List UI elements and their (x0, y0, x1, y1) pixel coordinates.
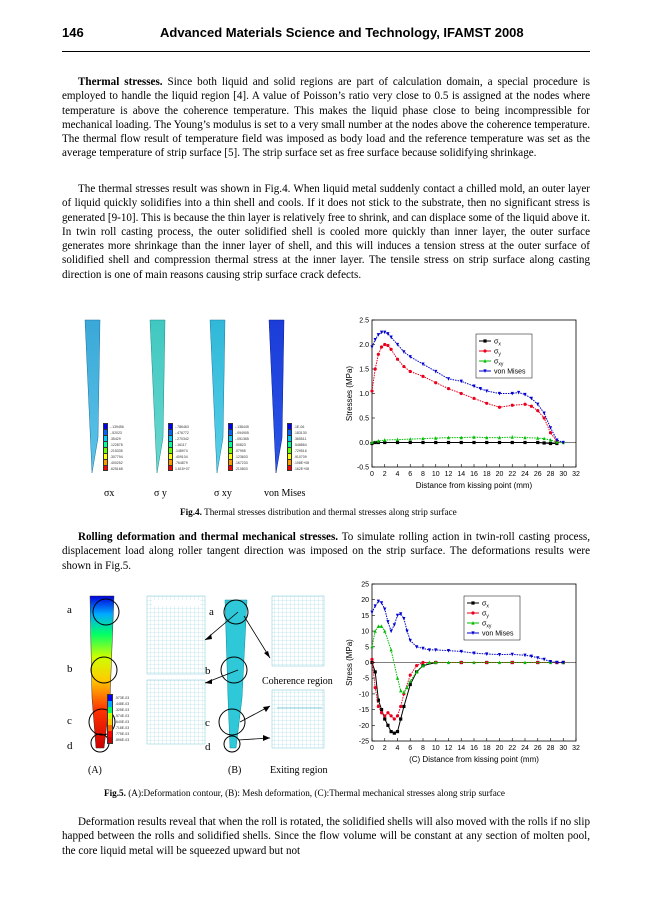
point-label-a-mesh: a (209, 606, 214, 618)
panel-b-label: (B) (228, 765, 242, 776)
fig5-chart-data-point (370, 611, 373, 615)
svg-text:-.476772: -.476772 (175, 431, 189, 435)
svg-text:.625168: .625168 (110, 467, 123, 471)
fig4-chart-data-point (396, 438, 399, 442)
svg-text:.365511: .365511 (294, 437, 307, 441)
fig4-chart-x-tick-label: 30 (559, 471, 568, 478)
fig4-chart-x-tick-label: 20 (495, 471, 504, 478)
fig5-chart-data-point (421, 647, 424, 651)
fig4-chart-y-tick-label: 2.0 (359, 342, 369, 349)
fig5-chart-y-tick-label: -15 (358, 707, 369, 715)
label-sigma-xy: σ xy (214, 488, 232, 499)
fig4-chart-data-point (434, 441, 437, 444)
svg-text:-.16117: -.16117 (175, 443, 187, 447)
fig4-chart-series-line (372, 332, 563, 442)
fig4-stress-chart (340, 316, 590, 496)
svg-text:-.094905: -.094905 (235, 431, 249, 435)
fig4-caption-label: Fig.4. (180, 507, 202, 517)
svg-text:.409104: .409104 (175, 455, 188, 459)
point-label-a: a (67, 604, 72, 616)
svg-text:.573E-03: .573E-03 (115, 696, 130, 700)
fig4-chart-data-point (447, 377, 450, 381)
journal-title: Advanced Materials Science and Technology, IFAMST 2008 (160, 25, 524, 40)
svg-text:-.139456: -.139456 (110, 425, 124, 429)
fig5-chart-data-point (393, 717, 396, 720)
fig5-chart-data-point (390, 714, 393, 717)
svg-text:-.270342: -.270342 (175, 437, 189, 441)
svg-text:.215335: .215335 (110, 449, 123, 453)
fig5-chart-data-point (386, 620, 389, 624)
svg-text:.896E-03: .896E-03 (115, 738, 130, 742)
fig4-chart-x-tick-label: 14 (457, 471, 466, 478)
fig4-chart-data-point (402, 365, 405, 368)
svg-text:.548864: .548864 (294, 443, 307, 447)
svg-text:.325E-03: .325E-03 (115, 708, 130, 712)
svg-text:.448E-03: .448E-03 (115, 702, 130, 706)
fig4-chart-plot-frame (372, 320, 576, 467)
fig5-chart-legend-entry: von Mises (482, 630, 514, 638)
fig4-chart-y-tick-label: -0.5 (356, 464, 369, 472)
fig5-chart-data-point (393, 732, 396, 735)
paragraph-thermal-results (62, 182, 590, 282)
fig4-chart-series-line (372, 443, 557, 444)
fig4-chart-data-point (517, 391, 520, 395)
fig4-chart-x-tick-label: 0 (370, 471, 374, 478)
point-label-d: d (67, 740, 73, 752)
fig5-chart-legend-entry: $\sigma_x$ (482, 600, 489, 610)
fig5-chart-data-point (390, 730, 393, 733)
fig4-chart-data-point (447, 441, 450, 444)
fig4-chart-data-point (549, 442, 552, 445)
fig5-chart-data-point (511, 653, 514, 657)
fig5-chart-data-point (383, 608, 386, 612)
fig5-chart-x-tick-label: 4 (395, 745, 400, 752)
fig5-chart-data-point (396, 714, 399, 717)
fig4-chart-series-3 (370, 331, 564, 445)
fig4-chart-data-point (472, 397, 475, 400)
label-sigma-x: σx (104, 488, 115, 499)
svg-text:.148974: .148974 (175, 449, 188, 453)
panel-b-mesh-zoom (272, 596, 324, 748)
paragraph-thermal-stresses (62, 75, 590, 161)
fig5-chart-data-point (374, 670, 377, 673)
fig4-chart-y-tick-label: 0.5 (359, 415, 369, 423)
paragraph-deformation-results (62, 815, 590, 858)
fig4-chart-data-point (409, 441, 412, 444)
label-von-mises: von Mises (264, 488, 306, 499)
fig4-chart-data-point (523, 441, 526, 444)
fig5-chart-data-point (399, 689, 402, 693)
fig5-chart-data-point (402, 705, 405, 708)
fig5-stress-chart (340, 578, 590, 778)
fig4-chart-data-point (536, 409, 539, 412)
fig5-chart-x-tick-label: 24 (521, 745, 529, 752)
paragraph-text: To simulate rolling action in twin-roll casting process, displacement load along roller tangent direction was imposed on the strip surface. The deformations results were shown in Fig.5. (62, 531, 590, 572)
svg-text:.108E+08: .108E+08 (294, 461, 310, 465)
fig5-chart-y-tick-label: -10 (358, 691, 369, 699)
fig4-chart-data-point (421, 375, 424, 378)
fig4-chart-legend-entry: von Mises (494, 368, 526, 376)
fig4-contour-plots (75, 318, 345, 488)
fig5-chart-data-point (393, 623, 396, 627)
fig4-chart-data-point (383, 438, 386, 442)
fig5-chart-data-point (383, 717, 386, 720)
contour-sigma-y (150, 320, 190, 473)
label-sigma-y: σ y (154, 488, 167, 499)
fig5-chart-data-point (396, 614, 399, 618)
running-header (62, 25, 590, 52)
fig4-chart-y-tick-label: 2.5 (359, 317, 369, 325)
section-title-rolling: Rolling deformation and thermal mechanical stresses. (78, 531, 339, 543)
svg-text:.210803: .210803 (235, 467, 248, 471)
fig5-chart-data-point (409, 673, 412, 676)
fig5-chart-data-point (523, 654, 526, 658)
fig5-chart-legend-sub: x (486, 603, 489, 610)
svg-text:.162E+08: .162E+08 (294, 467, 310, 471)
fig4-chart-data-point (396, 441, 399, 444)
fig4-chart-x-tick-label: 24 (521, 471, 529, 478)
panel-a-label: (A) (88, 765, 102, 776)
fig4-chart-legend-entry: $\sigma_y$ (494, 348, 501, 358)
fig5-chart-legend-sub: xy (486, 623, 492, 630)
svg-text:.123603: .123603 (235, 455, 248, 459)
fig4-chart-legend-sub: xy (498, 361, 504, 368)
paragraph-rolling-deformation (62, 530, 590, 573)
fig4-chart-data-point (485, 441, 488, 444)
fig4-chart-data-point (523, 403, 526, 406)
fig4-chart-x-tick-label: 10 (431, 471, 440, 478)
fig5-chart-x-tick-label: 8 (421, 745, 425, 752)
fig4-chart-data-point (530, 397, 533, 401)
fig5-chart-series-0 (370, 661, 564, 735)
svg-text:-.138445: -.138445 (235, 425, 249, 429)
svg-text:.400252: .400252 (110, 461, 123, 465)
svg-text:.729516: .729516 (294, 449, 307, 453)
fig4-chart-data-point (390, 348, 393, 351)
fig5-chart-data-point (405, 630, 408, 634)
fig5-chart-legend (464, 596, 520, 640)
point-label-c: c (67, 715, 72, 727)
fig5-chart-legend-entry: $\sigma_y$ (482, 610, 489, 620)
point-label-b-mesh: b (205, 665, 211, 677)
fig4-chart-legend-entry: $\sigma_{xy}$ (494, 358, 504, 368)
fig4-chart-data-point (536, 441, 539, 444)
fig4-chart-data-point (434, 370, 437, 374)
fig5-chart-x-tick-label: 12 (444, 745, 453, 752)
fig5-chart-data-point (370, 658, 373, 661)
fig5-chart-legend-entry: $\sigma_{xy}$ (482, 620, 492, 630)
fig4-chart-data-point (498, 441, 501, 444)
fig5-chart-data-point (396, 730, 399, 733)
svg-text:-.786463: -.786463 (175, 425, 189, 429)
fig4-chart-data-point (523, 436, 526, 440)
svg-text:.167233: .167233 (235, 461, 248, 465)
fig4-chart-series-line (372, 437, 563, 442)
fig5-chart-data-point (380, 711, 383, 714)
fig5-chart-series-line (372, 663, 563, 734)
fig4-chart-data-point (396, 358, 399, 361)
fig4-chart-legend-sub: y (498, 351, 501, 358)
fig4-chart-x-tick-label: 4 (395, 471, 400, 478)
fig4-chart-data-point (386, 344, 389, 347)
fig4-chart-x-tick-label: 6 (408, 471, 413, 478)
contour-von-mises (269, 320, 309, 473)
fig4-chart-data-point (409, 437, 412, 441)
fig4-chart-data-point (460, 392, 463, 395)
fig4-chart-data-point (421, 441, 424, 444)
fig4-chart-data-point (511, 404, 514, 407)
section-title-thermal-stresses: Thermal stresses. (78, 76, 163, 88)
fig4-chart-x-tick-label: 8 (421, 471, 425, 478)
fig5-chart-data-point (390, 630, 393, 634)
fig5-chart-x-tick-label: 18 (482, 745, 491, 752)
svg-text:.35429: .35429 (110, 437, 121, 441)
fig5-chart-y-tick-label: 5 (365, 644, 369, 652)
fig5-chart-data-point (377, 705, 380, 708)
fig5-chart-legend-swatch-marker (471, 601, 474, 604)
page-number: 146 (62, 25, 84, 40)
fig4-chart-y-axis-label: Stresses (MPa) (345, 365, 354, 422)
svg-text:.775E-03: .775E-03 (115, 732, 130, 736)
fig4-chart-legend-sub: x (498, 341, 501, 348)
fig5-chart-legend-swatch-marker (471, 611, 474, 614)
svg-text:1.615+07: 1.615+07 (175, 467, 190, 471)
coherence-region-label: Coherence region (262, 676, 333, 687)
fig4-chart-data-point (530, 405, 533, 408)
fig5-chart-x-tick-label: 2 (382, 745, 387, 752)
fig4-chart-data-point (472, 441, 475, 444)
fig5-caption (104, 788, 505, 798)
svg-text:.1E-06: .1E-06 (294, 425, 305, 429)
fig4-chart-data-point (409, 370, 412, 373)
svg-text:.910709: .910709 (294, 455, 307, 459)
point-label-b: b (67, 663, 73, 675)
fig5-chart-y-tick-label: 20 (361, 597, 369, 605)
fig5-chart-x-tick-label: 10 (431, 745, 440, 752)
fig4-chart-y-tick-label: 1.5 (359, 366, 369, 374)
fig4-chart-data-point (374, 367, 377, 370)
fig5-chart-y-tick-label: -20 (358, 722, 369, 730)
fig5-chart-data-point (415, 664, 418, 667)
svg-text:.122878: .122878 (110, 443, 123, 447)
fig4-chart-data-point (383, 343, 386, 346)
fig4-chart-data-point (377, 333, 380, 337)
fig4-chart-legend-entry: $\sigma_x$ (494, 338, 501, 348)
fig4-chart-legend-swatch-marker (483, 339, 486, 342)
exiting-region-label: Exiting region (270, 765, 328, 776)
fig5-chart-x-tick-label: 14 (457, 745, 466, 752)
paragraph-text: Deformation results reveal that when the roll is rotated, the solidified shells will also moved with the rolls if no slip happed between the rolls and solidified shells. Since the flow volume will be constant at any section of molten pool, the core liquid metal will be squeezed upward but not (62, 816, 590, 857)
fig4-chart-data-point (380, 345, 383, 348)
svg-text:-.051365: -.051365 (235, 437, 249, 441)
fig4-chart-y-tick-label: 1.0 (359, 391, 369, 398)
fig5-chart-data-point (409, 639, 412, 643)
fig4-chart-data-point (402, 350, 405, 354)
fig4-chart-x-tick-label: 26 (533, 471, 542, 478)
paragraph-text: Since both liquid and solid regions are part of calculation domain, a special procedure is employed to handle the liquid region [4]. A value of Poisson’s ratio very close to 0.5 is assigned at the nodes where temperature is above the coherence temperature. This makes the liquid phase close to being incompressible for mechanical loading. The Young’s modulus is set to a very small number at the nodes above the coherence temperature. The thermal flow result of temperature field was imposed as body load and the reference temperature was set as the average temperature of strip surface [5]. The strip surface set as free surface because solidifying shrinkage. (62, 76, 590, 160)
fig4-chart-legend (476, 334, 532, 378)
fig4-chart-data-point (549, 431, 552, 434)
fig4-chart-data-point (485, 389, 488, 393)
svg-text:.640E-03: .640E-03 (115, 720, 130, 724)
fig5-chart-x-tick-label: 28 (546, 745, 555, 752)
fig5-chart-series-1 (370, 658, 564, 721)
fig4-chart-y-tick-label: 0.0 (359, 440, 369, 447)
svg-text:.718E-03: .718E-03 (115, 726, 130, 730)
fig4-chart-data-point (383, 331, 386, 335)
svg-text:.307794: .307794 (110, 455, 123, 459)
fig4-chart-x-tick-label: 22 (508, 471, 517, 478)
fig5-caption-label: Fig.5. (104, 788, 126, 798)
fig4-chart-data-point (485, 402, 488, 405)
fig4-chart-data-point (370, 345, 373, 349)
svg-text:.183130: .183130 (294, 431, 307, 435)
paragraph-text: The thermal stresses result was shown in Fig.4. When liquid metal suddenly contact a chilled mold, an outer layer of liquid quickly solidifies into a thin shell and cools. If it does not stick to the substrate, then no significant stress is generated [9-10]. This is because the thin layer is relatively free to shrink, and can displace some of the liquid above it. In twin roll casting process, the outer solidified shell is cooled more quickly than inner layer, the outer surface generates more shrinkage than the inner layer of shell, and this will induces a tension stress at the outer surface of solidified shell and compression thermal stress at the inner layer. The tensile stress on strip surface along casting direction is one of main reasons causing strip surface crack defects. (62, 183, 590, 281)
fig4-chart-x-tick-label: 2 (382, 471, 387, 478)
fig4-chart-data-point (536, 436, 539, 440)
fig4-chart-data-point (370, 389, 373, 392)
fig4-chart-data-point (434, 381, 437, 384)
svg-text:.07995: .07995 (235, 449, 246, 453)
fig5-chart-data-point (402, 617, 405, 621)
fig4-chart-x-tick-label: 32 (572, 471, 580, 478)
fig5-chart-x-tick-label: 20 (495, 745, 504, 752)
svg-text:.574E-03: .574E-03 (115, 714, 130, 718)
fig4-chart-data-point (511, 435, 514, 439)
fig5-chart-x-tick-label: 26 (533, 745, 542, 752)
fig5-chart-x-tick-label: 0 (370, 745, 374, 752)
fig5-chart-data-point (543, 658, 546, 662)
point-label-c-mesh: c (205, 717, 210, 729)
fig5-chart-x-tick-label: 22 (508, 745, 517, 752)
svg-text:.00823: .00823 (235, 443, 246, 447)
fig4-chart-data-point (511, 441, 514, 444)
fig5-chart-x-tick-label: 32 (572, 745, 580, 752)
fig5-chart-x-tick-label: 30 (559, 745, 568, 752)
fig5-chart-legend-sub: y (486, 613, 489, 620)
fig5-chart-x-tick-label: 6 (408, 745, 413, 752)
fig4-chart-x-tick-label: 28 (546, 471, 555, 478)
fig4-caption (180, 507, 457, 517)
fig4-chart-x-tick-label: 18 (482, 471, 491, 478)
panel-b-mesh (205, 600, 270, 752)
fig5-chart-data-point (421, 661, 424, 664)
panel-a-contour (89, 596, 129, 752)
fig5-chart-x-axis-label: (C) Distance from kissing point (mm) (409, 755, 539, 764)
fig5-chart-data-point (399, 717, 402, 720)
fig5-chart-y-tick-label: 25 (361, 581, 369, 589)
fig4-caption-text: Thermal stresses distribution and thermal stresses along strip surface (201, 507, 457, 517)
fig4-chart-x-tick-label: 16 (470, 471, 478, 478)
fig5-chart-y-tick-label: 0 (365, 660, 369, 667)
contour-sigma-x (85, 320, 124, 473)
fig5-chart-y-axis-label: Stress (MPa) (345, 639, 354, 686)
fig5-chart-data-point (386, 724, 389, 727)
fig4-chart-data-point (421, 363, 424, 367)
fig4-chart-x-tick-label: 12 (444, 471, 453, 478)
fig4-chart-x-axis-label: Distance from kissing point (mm) (415, 481, 533, 490)
fig5-chart-y-tick-label: -5 (362, 675, 369, 683)
svg-text:.764879: .764879 (175, 461, 188, 465)
fig5-chart-y-tick-label: 15 (361, 612, 369, 620)
fig5-chart-data-point (374, 686, 377, 689)
fig4-chart-data-point (460, 441, 463, 444)
fig4-chart-data-point (377, 353, 380, 356)
fig5-chart-y-tick-label: -25 (358, 738, 369, 746)
fig5-chart-data-point (390, 648, 393, 652)
fig4-chart-data-point (498, 406, 501, 409)
fig5-chart-data-point (383, 714, 386, 717)
point-label-d-mesh: d (205, 741, 211, 753)
fig4-chart-series-0 (370, 441, 558, 445)
fig5-chart-x-tick-label: 16 (470, 745, 478, 752)
svg-text:-.52023: -.52023 (110, 431, 122, 435)
panel-a-mesh-zoom (147, 596, 205, 744)
fig5-chart-y-tick-label: 10 (361, 628, 369, 636)
contour-sigma-xy (210, 320, 249, 473)
fig4-chart-legend-swatch-marker (483, 349, 486, 352)
fig4-chart-data-point (447, 387, 450, 390)
fig5-caption-text: (A):Deformation contour, (B): Mesh deformation, (C):Thermal mechanical stresses along strip surface (125, 788, 505, 798)
fig5-chart-data-point (399, 705, 402, 708)
fig4-chart-data-point (543, 441, 546, 444)
fig5-chart-data-point (396, 676, 399, 680)
fig5-chart-data-point (386, 711, 389, 714)
